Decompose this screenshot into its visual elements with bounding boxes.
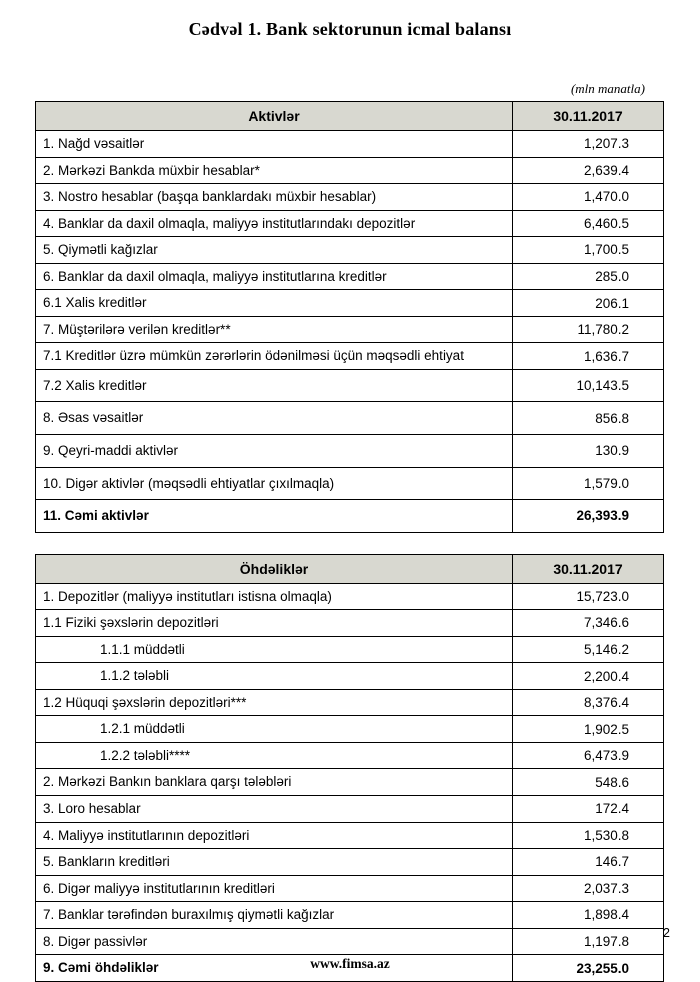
row-value: 1,700.5 [513,237,664,264]
liabilities-table [35,554,664,982]
row-value: 8,376.4 [513,689,664,716]
row-value: 6,460.5 [513,210,664,237]
table-row [36,157,664,184]
row-value: 10,143.5 [513,369,664,402]
table-row [36,131,664,158]
row-label: 1.2 Hüquqi şəxslərin depozitləri*** [36,689,513,716]
row-label: 1. Nağd vəsaitlər [36,131,513,158]
table-row [36,742,664,769]
row-value: 15,723.0 [513,583,664,610]
row-value: 1,207.3 [513,131,664,158]
table-row [36,402,664,435]
row-label: 1.1.2 tələbli [36,663,513,690]
row-value: 1,898.4 [513,902,664,929]
row-value: 1,902.5 [513,716,664,743]
row-label: 1. Depozitlər (maliyyə institutları istisna olmaqla) [36,583,513,610]
row-value: 285.0 [513,263,664,290]
row-label: 5. Bankların kreditləri [36,849,513,876]
row-label: 1.1.1 müddətli [36,636,513,663]
row-value: 206.1 [513,290,664,317]
row-label: 3. Nostro hesablar (başqa banklardakı müxbir hesablar) [36,184,513,211]
table-row [36,663,664,690]
table-row [36,343,664,370]
row-label: 1.1 Fiziki şəxslərin depozitləri [36,610,513,637]
row-label: 7. Banklar tərəfindən buraxılmış qiymətli kağızlar [36,902,513,929]
table-row [36,210,664,237]
row-label: 9. Cəmi öhdəliklər [36,955,513,982]
table-row [36,822,664,849]
table-row [36,689,664,716]
row-value: 130.9 [513,435,664,468]
row-value: 5,146.2 [513,636,664,663]
row-label: 7.1 Kreditlər üzrə mümkün zərərlərin ödənilməsi üçün məqsədli ehtiyat [36,343,513,370]
row-label: 1.2.1 müddətli [36,716,513,743]
table-row [36,769,664,796]
assets-table [35,101,664,533]
liabilities-header-row [36,554,664,583]
table-row [36,263,664,290]
row-value: 2,639.4 [513,157,664,184]
table-row [36,796,664,823]
row-label: 4. Maliyyə institutlarının depozitləri [36,822,513,849]
assets-header-label: Aktivlər [36,102,513,131]
row-value: 11,780.2 [513,316,664,343]
row-label: 6.1 Xalis kreditlər [36,290,513,317]
table-row [36,928,664,955]
row-value: 1,579.0 [513,467,664,500]
table-row [36,902,664,929]
assets-header-date: 30.11.2017 [513,102,664,131]
row-value: 1,197.8 [513,928,664,955]
row-value: 6,473.9 [513,742,664,769]
table-row [36,184,664,211]
assets-header-row [36,102,664,131]
table-row [36,237,664,264]
footer-link[interactable]: www.fimsa.az [310,956,390,971]
liabilities-header-date: 30.11.2017 [513,554,664,583]
table-row [36,290,664,317]
row-value: 2,037.3 [513,875,664,902]
row-label: 9. Qeyri-maddi aktivlər [36,435,513,468]
table-row [36,435,664,468]
row-label: 11. Cəmi aktivlər [36,500,513,533]
row-label: 1.2.2 tələbli**** [36,742,513,769]
table-row [36,467,664,500]
row-label: 2. Mərkəzi Bankın banklara qarşı tələbləri [36,769,513,796]
table-row [36,583,664,610]
unit-note: (mln manatla) [570,81,645,96]
table-row [36,316,664,343]
table-row [36,849,664,876]
table-row [36,610,664,637]
row-label: 8. Əsas vəsaitlər [36,402,513,435]
row-value: 2,200.4 [513,663,664,690]
row-value: 856.8 [513,402,664,435]
row-label: 5. Qiymətli kağızlar [36,237,513,264]
row-label: 2. Mərkəzi Bankda müxbir hesablar* [36,157,513,184]
row-label: 6. Digər maliyyə institutlarının kreditləri [36,875,513,902]
row-label: 3. Loro hesablar [36,796,513,823]
row-value: 1,470.0 [513,184,664,211]
table-row [36,716,664,743]
row-label: 8. Digər passivlər [36,928,513,955]
table-row [36,500,664,533]
row-value: 548.6 [513,769,664,796]
liabilities-header-label: Öhdəliklər [36,554,513,583]
row-value: 23,255.0 [513,955,664,982]
row-label: 6. Banklar da daxil olmaqla, maliyyə institutlarına kreditlər [36,263,513,290]
row-value: 1,530.8 [513,822,664,849]
row-value: 1,636.7 [513,343,664,370]
row-value: 26,393.9 [513,500,664,533]
page-title: Cədvəl 1. Bank sektorunun icmal balansı [188,19,512,39]
row-label: 7. Müştərilərə verilən kreditlər** [36,316,513,343]
table-row [36,369,664,402]
row-value: 172.4 [513,796,664,823]
row-label: 7.2 Xalis kreditlər [36,369,513,402]
table-row [36,875,664,902]
page-number: 2 [663,926,670,940]
row-value: 7,346.6 [513,610,664,637]
table-row [36,636,664,663]
row-label: 4. Banklar da daxil olmaqla, maliyyə institutlarındakı depozitlər [36,210,513,237]
row-label: 10. Digər aktivlər (məqsədli ehtiyatlar çıxılmaqla) [36,467,513,500]
row-value: 146.7 [513,849,664,876]
